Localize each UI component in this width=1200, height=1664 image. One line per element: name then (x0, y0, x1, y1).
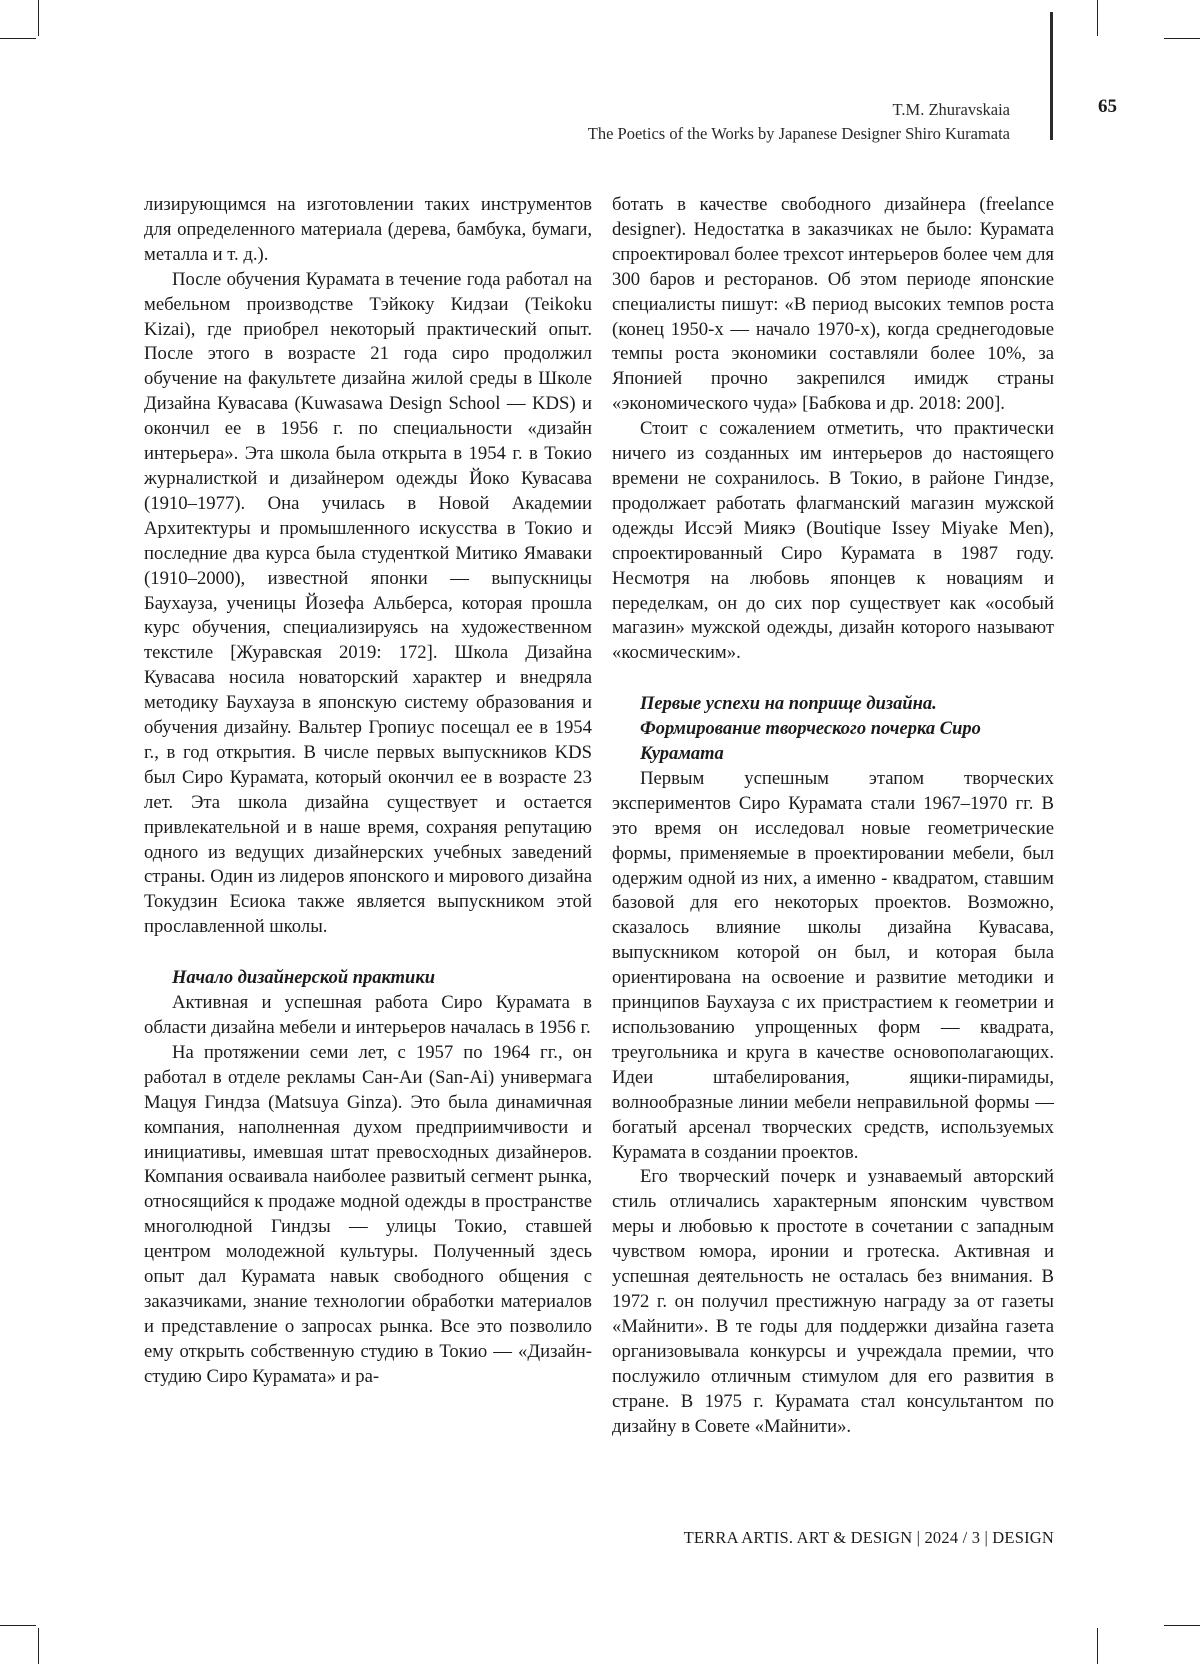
crop-mark (0, 38, 36, 39)
left-column (144, 193, 592, 1390)
right-column (612, 193, 1054, 1439)
paragraph: лизирующимся на изготовлении таких инструментов для определенного материала (дерева, бамбука, бумаги, металла и т. д.). (144, 194, 592, 265)
header-author: T.M. Zhuravskaia (892, 100, 1010, 119)
crop-mark (38, 0, 39, 36)
crop-mark (38, 1628, 39, 1664)
crop-mark (1097, 0, 1098, 36)
crop-mark (0, 1625, 36, 1626)
paragraph: После обучения Курамата в течение года работал на мебельном производстве Тэйкоку Кидзаи (Teikoku Kizai), где приобрел некоторый практический опыт. После этого в возрасте 21 года сиро продолжил обучение на факультете дизайна жилой среды в Школе Дизайна Кувасава (Kuwasawa Design School — KDS) и окончил ее в 1956 г. по специальности «дизайн интерьера». Эта школа была открыта в 1954 г. в Токио журналисткой и дизайнером одежды Йоко Кувасава (1910–1977). Она училась в Новой Академии Архитектуры и промышленного искусства в Токио и последние два курса была студенткой Митико Ямаваки (1910–2000), известной японки — выпускницы Баухауза, ученицы Йозефа Альберса, которая прошла курс обучения, специализируясь на художественном текстиле [Журавская 2019: 172]. Школа Дизайна Кувасава носила новаторский характер и внедряла методику Баухауза в японскую систему образования и обучения дизайну. Вальтер Гропиус посещал ее в 1954 г., в год открытия. В числе первых выпускников KDS был Сиро Курамата, который окончил ее в возрасте 23 лет. Эта школа дизайна существует и остается привлекательной и в наше время, сохраняя репутацию одного из ведущих дизайнерских учебных заведений страны. Один из лидеров японского и мирового дизайна Токудзин Есиока также является выпускником этой прославленной школы. (144, 268, 592, 938)
running-header (588, 98, 1010, 146)
crop-mark (1164, 1625, 1200, 1626)
header-divider (1050, 12, 1053, 140)
section-heading: Первые успехи на поприще дизайна. Формирование творческого почерка Сиро Курамата (640, 694, 981, 765)
paragraph: ботать в качестве свободного дизайнера (freelance designer). Недостатка в заказчиках не было: Курамата спроектировал более трехсот интерьеров более чем для 300 баров и ресторанов. Об этом периоде японские специалисты пишут: «В период высоких темпов роста (конец 1950-х — начало 1970-х), когда среднегодовые темпы роста экономики составляли более 10%, за Японией прочно закрепился имидж страны «экономического чуда» [Бабкова и др. 2018: 200]. (612, 194, 1054, 415)
crop-mark (1097, 1628, 1098, 1664)
section-heading: Начало дизайнерской практики (172, 968, 435, 989)
paragraph: Активная и успешная работа Сиро Курамата в области дизайна мебели и интерьеров началась в 1956 г. (144, 992, 592, 1038)
journal-footer: TERRA ARTIS. ART & DESIGN | 2024 / 3 | DESIGN (683, 1528, 1054, 1547)
paragraph: Первым успешным этапом творческих экспериментов Сиро Курамата стали 1967–1970 гг. В это время он исследовал новые геометрические формы, применяемые в проектировании мебели, был одержим одной из них, а именно - квадратом, ставшим базовой для его некоторых проектов. Возможно, сказалось влияние школы дизайна Кувасава, выпускником которой он был, и которая была ориентирована на освоение и развитие методики и принципов Баухауза с их пристрастием к геометрии и использованию упрощенных форм — квадрата, треугольника и круга в качестве основополагающих. Идеи штабелирования, ящики-пирамиды, волнообразные линии мебели неправильной формы — богатый арсенал творческих средств, используемых Курамата в создании проектов. (612, 767, 1054, 1163)
paragraph: Его творческий почерк и узнаваемый авторский стиль отличались характерным японским чувством меры и любовью к простоте в сочетании с западным чувством юмора, иронии и гротеска. Активная и успешная деятельность не осталась без внимания. В 1972 г. он получил престижную награду за от газеты «Майнити». В те годы для поддержки дизайна газета организовывала конкурсы и учреждала премии, что послужило отличным стимулом для его развития в стране. В 1975 г. Курамата стал консультантом по дизайну в Совете «Майнити». (612, 1166, 1054, 1437)
paragraph: Стоит с сожалением отметить, что практически ничего из созданных им интерьеров до настоящего времени не сохранилось. В Токио, в районе Гиндзе, продолжает работать флагманский магазин мужской одежды Иссэй Миякэ (Boutique Issey Miyake Men), спроектированный Сиро Курамата в 1987 году. Несмотря на любовь японцев к новациям и переделкам, он до сих пор существует как «особый магазин» мужской одежды, дизайн которого называют «космическим». (612, 418, 1054, 664)
page-number: 65 (1098, 96, 1117, 117)
header-title: The Poetics of the Works by Japanese Designer Shiro Kuramata (587, 124, 1010, 143)
paragraph: На протяжении семи лет, с 1957 по 1964 гг., он работал в отделе рекламы Сан-Аи (San-Ai) универмага Мацуя Гиндза (Matsuya Ginza). Это была динамичная компания, наполненная духом предприимчивости и инициативы, имевшая штат превосходных дизайнеров. Компания осваивала наиболее развитый сегмент рынка, относящийся к продаже модной одежды в пространстве многолюдной Гиндзы — улицы Токио, ставшей центром молодежной культуры. Полученный здесь опыт дал Курамата навык свободного общения с заказчиками, знание технологии обработки материалов и представление о запросах рынка. Все это позволило ему открыть собственную студию в Токио — «Дизайн-студию Сиро Курамата» и ра- (144, 1041, 592, 1387)
crop-mark (1164, 38, 1200, 39)
